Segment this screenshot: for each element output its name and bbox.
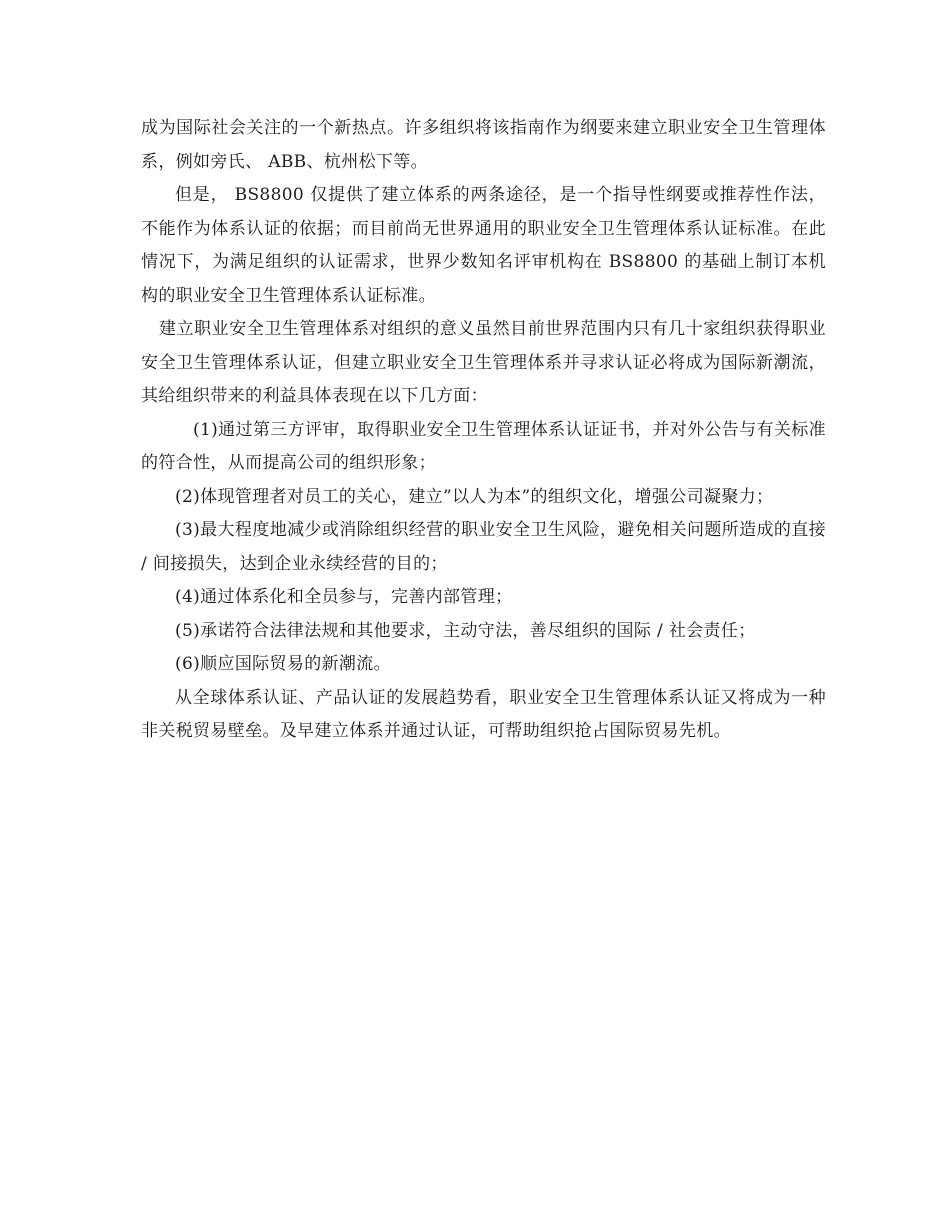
paragraph-conclusion: 从全球体系认证、产品认证的发展趋势看，职业安全卫生管理体系认证又将成为一种非关税贸易壁垒。及早建立体系并通过认证，可帮助组织抢占国际贸易先机。 — [141, 687, 826, 741]
list-item-benefit-4: (4)通过体系化和全员参与，完善内部管理； — [175, 587, 513, 607]
paragraph-continuation: 成为国际社会关注的一个新热点。许多组织将该指南作为纲要来建立职业安全卫生管理体系，例如旁氏、 ABB、杭州松下等。 — [141, 118, 826, 172]
list-item-benefit-6: (6)顺应国际贸易的新潮流。 — [175, 654, 391, 674]
paragraph-bs8800: 但是， BS8800 仅提供了建立体系的两条途径，是一个指导性纲要或推荐性作法，不能作为体系认证的依据；而目前尚无世界通用的职业安全卫生管理体系认证标准。在此情况下，为满足组织的认证需求，世界少数知名评审机构在 BS8800 的基础上制订本机构的职业安全卫生管理体系认证标准。 — [141, 185, 826, 306]
list-item-benefit-5: (5)承诺符合法律法规和其他要求，主动守法，善尽组织的国际 / 社会责任； — [175, 620, 756, 641]
list-item-benefit-1: (1)通过第三方评审，取得职业安全卫生管理体系认证证书，并对外公告与有关标准的符合性，从而提高公司的组织形象； — [141, 419, 826, 473]
list-item-benefit-2: (2)体现管理者对员工的关心，建立”以人为本”的组织文化，增强公司凝聚力； — [175, 486, 774, 507]
paragraph-significance: 建立职业安全卫生管理体系对组织的意义虽然目前世界范围内只有几十家组织获得职业安全卫生管理体系认证，但建立职业安全卫生管理体系并寻求认证必将成为国际新潮流，其给组织带来的利益具体表现在以下几方面： — [141, 319, 826, 406]
list-item-benefit-3: (3)最大程度地减少或消除组织经营的职业安全卫生风险，避免相关问题所造成的直接 / 间接损失，达到企业永续经营的目的； — [141, 520, 826, 574]
document-body — [141, 112, 826, 749]
